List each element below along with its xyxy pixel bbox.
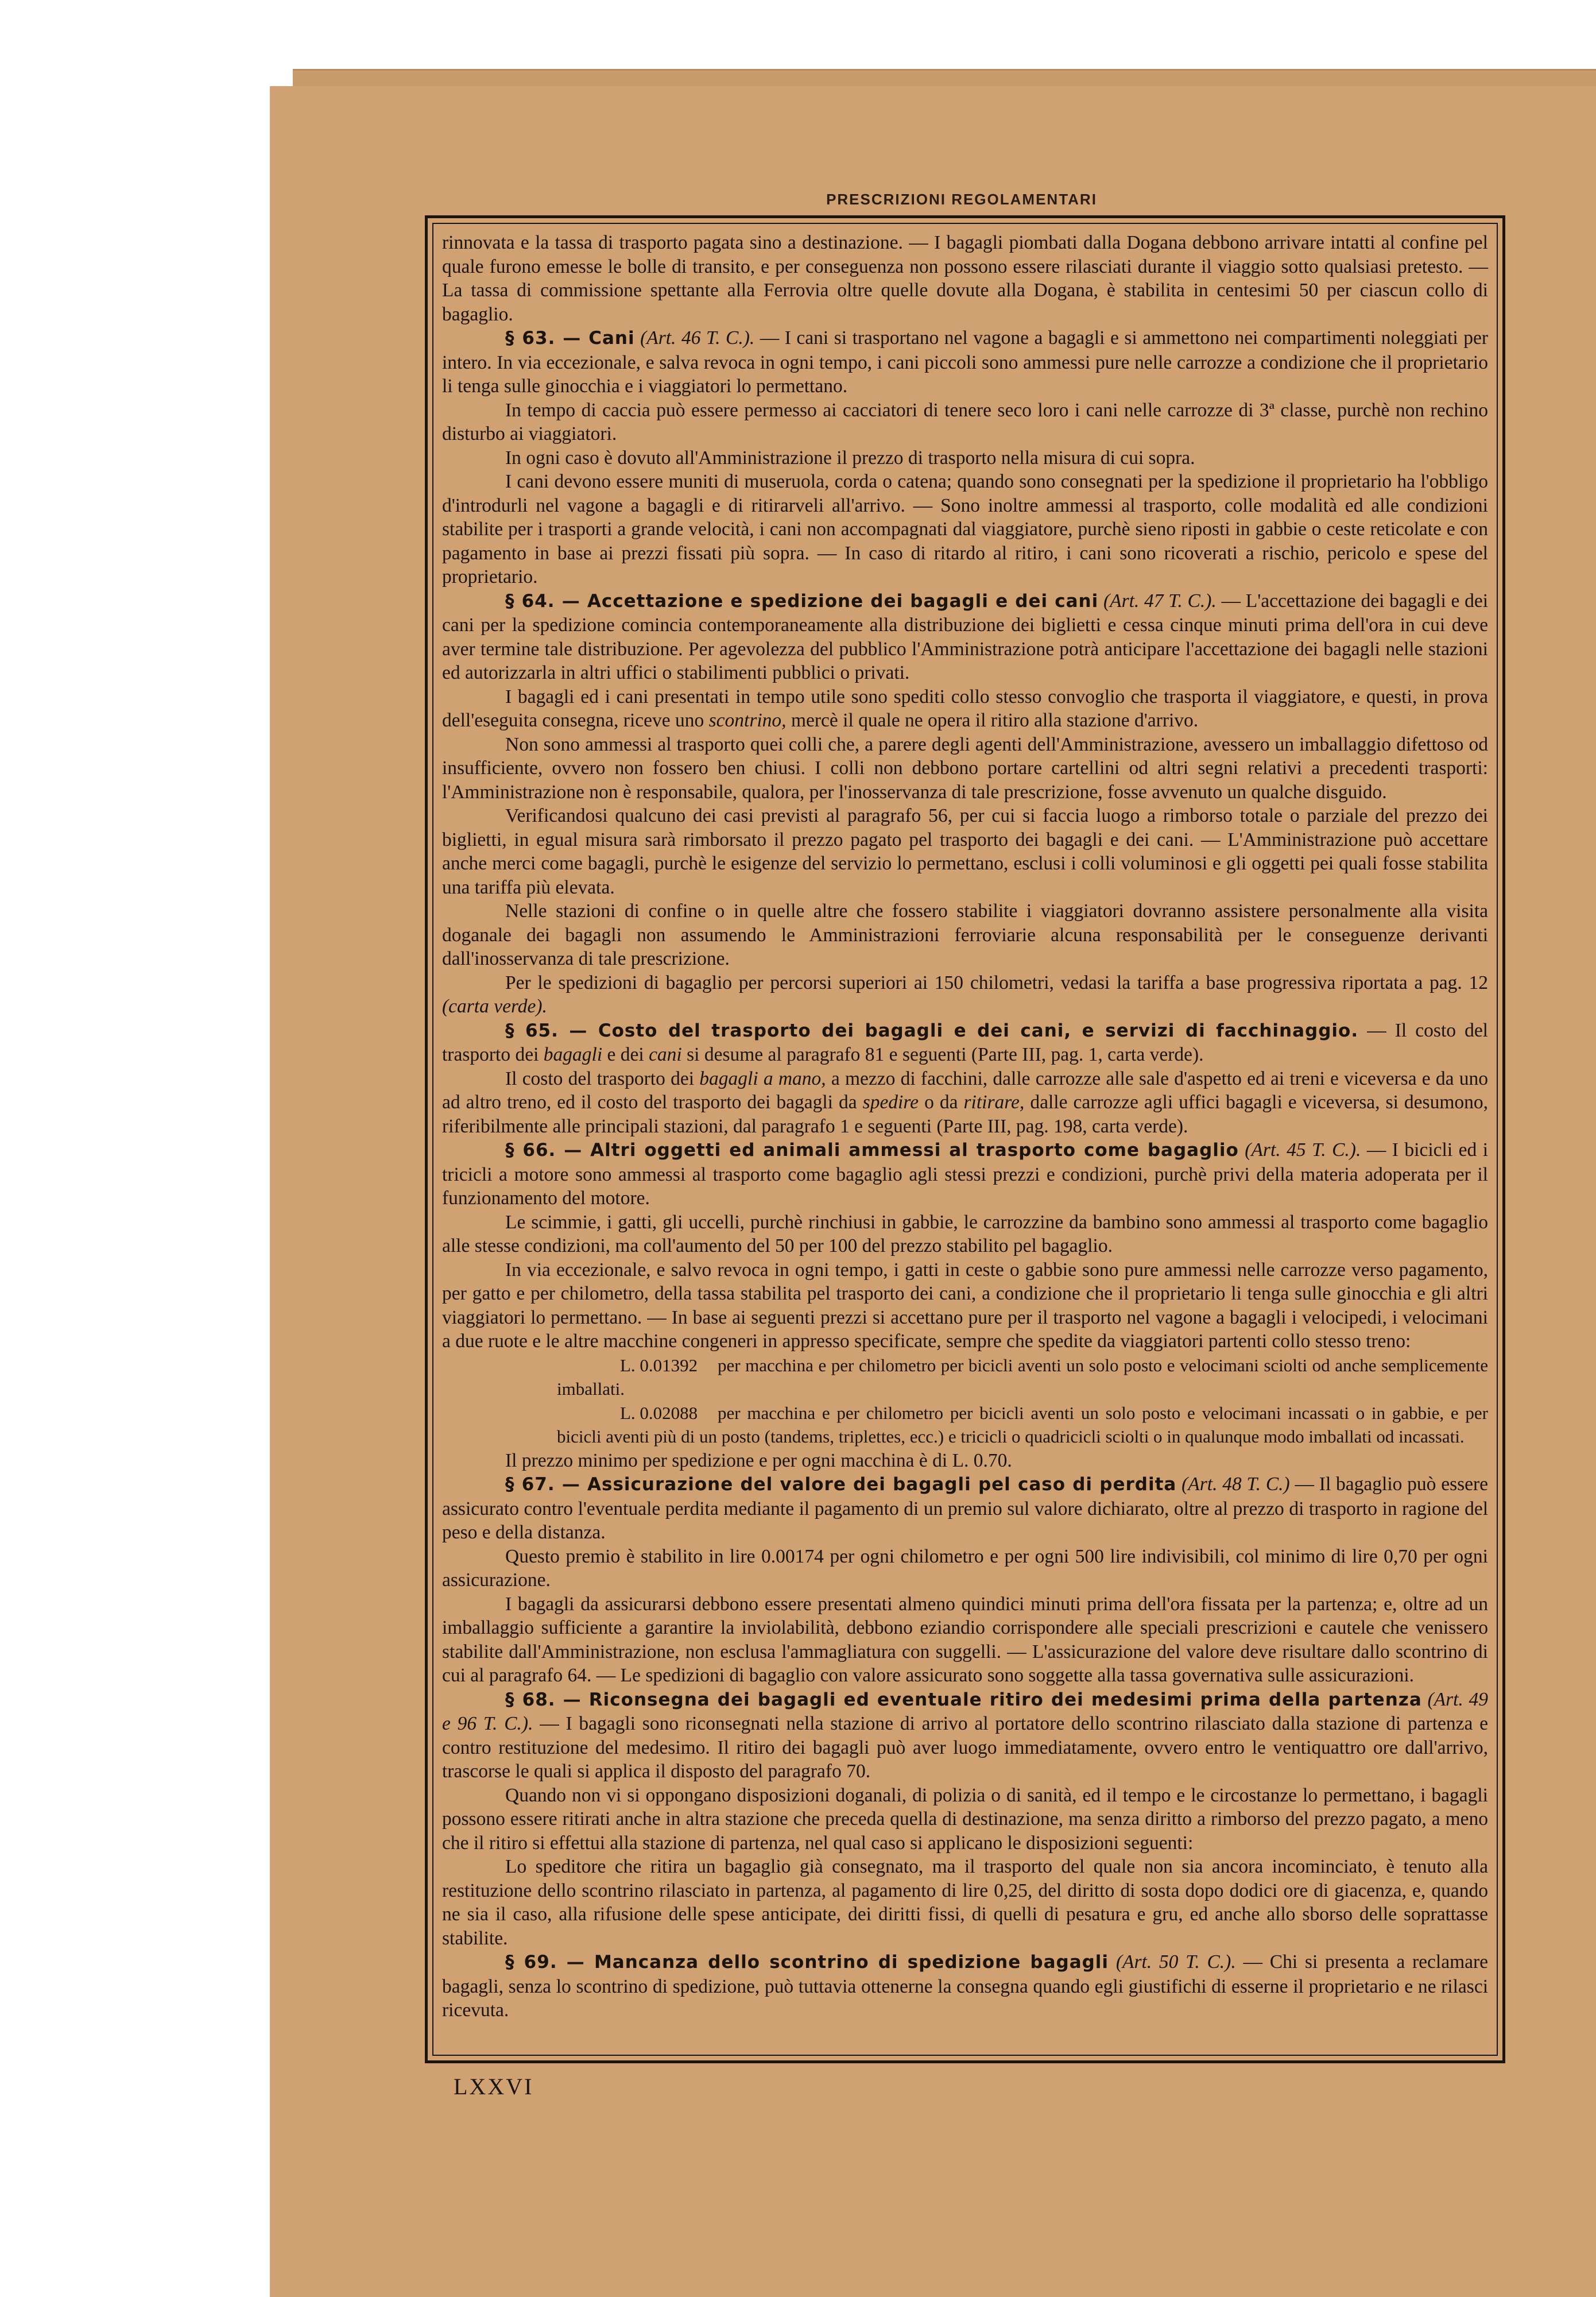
paragraph	[442, 685, 1488, 733]
italic-term: ritirare,	[963, 1092, 1025, 1113]
paragraph: I bagagli da assicurarsi debbono essere presentati almeno quindici minuti prima dell'ora fissata per la partenza; e, oltre ad un imballaggio sufficiente a garantire la inviolabilità, debbono eziandio corrispondere alle speciali prescrizioni e cautele che venissero stabilite dall'Amministrazione, non esclusa l'ammagliatura con suggelli. — L'assicurazione del valore deve risultare dallo scontrino di cui al paragrafo 64. — Le spedizioni di bagaglio con valore assicurato sono soggette alla tassa governativa sulle assicurazioni.	[442, 1593, 1488, 1686]
text-run: o da	[924, 1092, 958, 1113]
paragraph: Lo speditore che ritira un bagaglio già consegnato, ma il trasporto del quale non sia ancora incominciato, è tenuto alla restituzione dello scontrino rilasciato in partenza, al pagamento di lire 0,25, del diritto di sosta dopo dodici ore di giacenza, e, quando ne sia il caso, alla rifusione delle spese anticipate, dei diritti fissi, di quelli di pesatura e gru, ed anche allo sborso delle soprattasse stabilite.	[442, 1856, 1488, 1949]
section-69-reference: (Art. 50 T. C.).	[1115, 1951, 1236, 1973]
section-64-text: — L'accettazione dei bagagli e dei cani per la spedizione comincia contemporaneamente alla distribuzione dei biglietti e cessa cinque minuti prima dell'ora in cui deve aver termine tale distribuzione. Per agevolezza del pubblico l'Amministrazione potrà anticipare l'accettazione dei bagagli nelle stazioni ed autorizzarla in altri uffici o stabilimenti pubblici o privati.	[442, 590, 1489, 683]
paragraph: Non sono ammessi al trasporto quei colli che, a parere degli agenti dell'Amministrazione, avessero un imballaggio difettoso od insufficiente, ovvero non fossero ben chiusi. I colli non debbono portare cartellini od altri segni relativi a precedenti trasporti: l'Amministrazione non è responsabile, qualora, per l'inosservanza di tale prescrizione, fosse avvenuto un qualche disguido.	[442, 733, 1488, 803]
paragraph-continued: rinnovata e la tassa di trasporto pagata sino a destinazione. — I bagagli piombati dalla Dogana debbono arrivare intatti al confine pel quale furono emesse le bolle di transito, e per conseguenza non possono essere rilasciati durante il viaggio sotto qualsiasi pretesto. — La tassa di commissione spettante alla Ferrovia oltre quelle dovute alla Dogana, è stabilita in centesimi 50 per ciascun collo di bagaglio.	[442, 232, 1488, 325]
section-68-text: — I bagagli sono riconsegnati nella stazione di arrivo al portatore dello scontrino rilasciato dalla stazione di partenza e contro restituzione del medesimo. Il ritiro dei bagagli può aver luogo immediatamente, ovvero entro le ventiquattro ore dall'arrivo, trascorse le quali si applica il disposto del paragrafo 70.	[442, 1713, 1489, 1782]
rate-row	[442, 1354, 1488, 1401]
section-66-heading: § 66. — Altri oggetti ed animali ammessi al trasporto come bagaglio	[505, 1140, 1239, 1161]
section-67-reference: (Art. 48 T. C.)	[1181, 1474, 1290, 1495]
section-68-heading: § 68. — Riconsegna dei bagagli ed eventuale ritiro dei medesimi prima della partenza	[505, 1689, 1422, 1710]
text-run: si desume al paragrafo 81 e seguenti (Parte III, pag. 1, carta verde).	[687, 1044, 1204, 1065]
paragraph: In ogni caso è dovuto all'Amministrazione il prezzo di trasporto nella misura di cui sopra.	[505, 447, 1195, 469]
rate-description: per macchina e per chilometro per bicicli aventi un solo posto e velocimani sciolti od anche semplicemente imballati.	[557, 1355, 1488, 1399]
italic-term: bagagli	[543, 1044, 603, 1065]
section-69	[442, 1950, 1488, 2023]
text-run: Per le spedizioni di bagaglio per percorsi superiori ai 150 chilometri, vedasi la tariffa a base progressiva riportata a pag. 12	[505, 972, 1488, 993]
text-run: I bagagli ed i cani presentati in tempo utile sono spediti collo stesso convoglio che trasporta il viaggiatore, e questi, in prova dell'eseguita consegna, riceve uno	[442, 686, 1488, 731]
section-67	[442, 1472, 1488, 1545]
paragraph	[442, 1067, 1488, 1139]
paragraph: Verificandosi qualcuno dei casi previsti al paragrafo 56, per cui si faccia luogo a rimborso totale o parziale del prezzo dei biglietti, in egual misura sarà rimborsato il prezzo pagato pel trasporto dei bagagli e dei cani. — L'Amministrazione può accettare anche merci come bagagli, purchè le esigenze del servizio lo permettano, esclusi i colli voluminosi e gli oggetti pei quali fosse stabilita una tariffa più elevata.	[442, 805, 1488, 898]
section-69-text: — Chi si presenta a reclamare bagagli, senza lo scontrino di spedizione, può tuttavia ottenerne la consegna quando egli giustifichi di esserne il proprietario e ne rilasci ricevuta.	[442, 1951, 1489, 2021]
body-text	[442, 231, 1488, 2023]
rate-row	[442, 1401, 1488, 1449]
paragraph: I cani devono essere muniti di museruola, corda o catena; quando sono consegnati per la spedizione il proprietario ha l'obbligo d'introdurli nel vagone a bagagli e di ritirarveli all'arrivo. — Sono inoltre ammessi al trasporto, colle modalità ed alle condizioni stabilite per i trasporti a grande velocità, i cani non accompagnati dal viaggiatore, purchè sieno riposti in gabbie o ceste reticolate e con pagamento in base ai prezzi fissati più sopra. — In caso di ritardo al ritiro, i cani sono ricoverati a rischio, pericolo e spese del proprietario.	[442, 471, 1488, 587]
paragraph: Il prezzo minimo per spedizione e per ogni macchina è di L. 0.70.	[505, 1449, 1012, 1471]
paragraph: In tempo di caccia può essere permesso ai cacciatori di tenere seco loro i cani nelle carrozze di 3ª classe, purchè non rechino disturbo ai viaggiatori.	[442, 399, 1488, 444]
section-67-heading: § 67. — Assicurazione del valore dei bagagli pel caso di perdita	[505, 1474, 1177, 1495]
paragraph: In via eccezionale, e salvo revoca in ogni tempo, i gatti in ceste o gabbie sono pure ammessi nelle carrozze verso pagamento, per gatto e per chilometro, della tassa stabilita pel trasporto dei cani, a condizione che il proprietario li tenga sulle ginocchia e gli altri viaggiatori lo permettano. — In base ai seguenti prezzi si accettano pure per il trasporto nel vagone a bagagli i velocipedi, i velocimani a due ruote e le altre macchine congeneri in appresso specificate, sempre che spedite da viaggiatori partenti collo stesso treno:	[442, 1259, 1488, 1352]
section-68-reference: (Art. 49 e 96 T. C.).	[442, 1688, 1489, 1734]
running-title: PRESCRIZIONI REGOLAMENTARI	[826, 191, 1097, 208]
paragraph	[442, 971, 1488, 1019]
section-67-text: — Il bagaglio può essere assicurato contro l'eventuale perdita mediante il pagamento di un premio sul valore dichiarato, oltre al prezzo di trasporto in ragione del peso e della distanza.	[442, 1474, 1489, 1543]
text-run: — Il costo del trasporto dei	[442, 1019, 1488, 1065]
text-run: mercè il quale ne opera il ritiro alla stazione d'arrivo.	[791, 710, 1199, 731]
text-run: a mezzo di facchini, dalle carrozze alle sale d'aspetto ed ai treni e viceversa e da uno ad altro treno, ed il costo del trasporto dei bagagli da	[442, 1068, 1489, 1113]
section-65-heading: § 65. — Costo del trasporto dei bagagli e dei cani, e servizi di facchinaggio.	[505, 1020, 1359, 1041]
rate-amount: L. 0.02088	[620, 1402, 698, 1423]
section-64-heading: § 64. — Accettazione e spedizione dei bagagli e dei cani	[505, 590, 1099, 612]
rate-description: per macchina e per chilometro per bicicli aventi un solo posto e velocimani incassati o in gabbie, e per bicicli aventi più di un posto (tandems, triplettes, ecc.) e tricicli o quadricicli sciolti o in qualunque modo imballati od incassati.	[557, 1402, 1488, 1447]
paragraph: Quando non vi si oppongano disposizioni doganali, di polizia o di sanità, ed il tempo e le circostanze lo permettano, i bagagli possono essere ritirati anche in altra stazione che preceda quella di destinazione, ma senza diritto a rimborso del prezzo pagato, a meno che il ritiro si effettui alla stazione di partenza, nel qual caso si applicano le disposizioni seguenti:	[442, 1784, 1488, 1854]
italic-term: spedire	[862, 1092, 919, 1113]
italic-term: scontrino,	[708, 710, 787, 731]
section-66-reference: (Art. 45 T. C.).	[1245, 1139, 1361, 1161]
section-63-reference: (Art. 46 T. C.).	[640, 327, 755, 349]
italic-term: bagagli a mano,	[699, 1068, 826, 1089]
section-65	[442, 1019, 1488, 1067]
section-63	[442, 326, 1488, 399]
text-run: Il costo del trasporto dei	[505, 1068, 695, 1089]
section-63-heading: § 63. — Cani	[505, 328, 635, 349]
italic-term: cani	[649, 1044, 682, 1065]
page-number: LXXVI	[454, 2074, 534, 2099]
section-64-reference: (Art. 47 T. C.).	[1103, 590, 1217, 612]
section-69-heading: § 69. — Mancanza dello scontrino di spedizione bagagli	[505, 1952, 1109, 1973]
section-66	[442, 1138, 1488, 1211]
text-run: e dei	[607, 1044, 644, 1065]
rate-amount: L. 0.01392	[620, 1355, 698, 1375]
text-run: dalle carrozze agli uffici bagagli e viceversa, si desumono, riferibilmente alle principali stazioni, dal paragrafo 1 e seguenti (Parte III, pag. 198, carta verde).	[442, 1092, 1489, 1137]
text-frame	[425, 215, 1505, 2063]
section-63-text: — I cani si trasportano nel vagone a bagagli e si ammettono nei compartimenti noleggiati per intero. In via eccezionale, e salva revoca in ogni tempo, i cani piccoli sono ammessi pure nelle carrozze a condizione che il proprietario li tenga sulle ginocchia e i viaggiatori lo permettano.	[442, 327, 1488, 397]
section-64	[442, 589, 1488, 685]
paragraph: Questo premio è stabilito in lire 0.00174 per ogni chilometro e per ogni 500 lire indivisibili, col minimo di lire 0,70 per ogni assicurazione.	[442, 1545, 1488, 1591]
section-68	[442, 1688, 1488, 1784]
paragraph: Le scimmie, i gatti, gli uccelli, purchè rinchiusi in gabbie, le carrozzine da bambino sono ammessi al trasporto come bagaglio alle stesse condizioni, ma coll'aumento del 50 per 100 del prezzo stabilito pel bagaglio.	[442, 1211, 1488, 1256]
italic-term: (carta verde).	[442, 996, 547, 1017]
paragraph: Nelle stazioni di confine o in quelle altre che fossero stabilite i viaggiatori dovranno assistere personalmente alla visita doganale dei bagagli non assumendo le Amministrazioni ferroviarie alcuna responsabilità per le conseguenze derivanti dall'inosservanza di tale prescrizione.	[442, 900, 1488, 969]
section-66-text: — I bicicli ed i tricicli a motore sono ammessi al trasporto come bagaglio agli stessi prezzi e condizioni, purchè privi della materia adoperata per il funzionamento del motore.	[442, 1139, 1489, 1209]
